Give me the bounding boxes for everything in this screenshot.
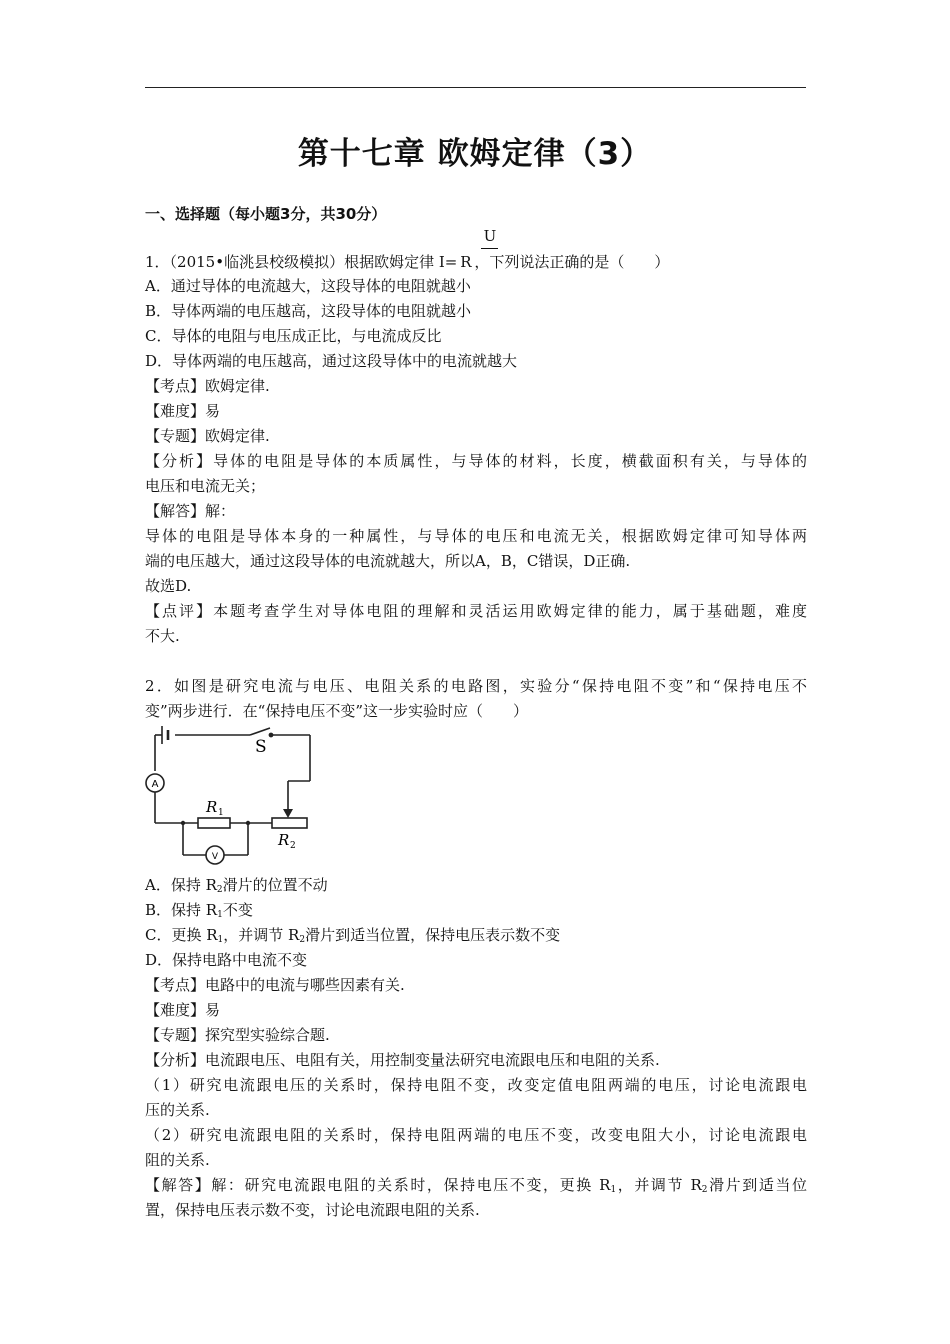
q1-zhuanti: 【专题】欧姆定律. [145,427,270,445]
r2-label-sub: 2 [290,841,296,851]
q2-zhuanti: 【专题】探究型实验综合题. [145,1026,330,1044]
q2-option-a-sub: 2 [216,885,223,895]
q1-option-b: B．导体两端的电压越高，这段导体的电阻就越小 [145,302,472,320]
question-2-stem-line1: 2．如图是研究电流与电压、电阻关系的电路图，实验分“保持电阻不变”和“保持电压不 [145,677,807,695]
q1-option-d: D．导体两端的电压越高，通过这段导体中的电流就越大 [145,352,518,370]
ammeter-label: A [151,779,159,790]
circuit-diagram [140,723,320,868]
question-2-stem-line2: 变”两步进行．在“保持电压不变”这一步实验时应（ ） [145,702,529,720]
page-title: 第十七章 欧姆定律（3） [297,136,653,172]
q2-option-c-pre: C．更换 R [145,926,218,944]
rheostat-r2 [272,818,307,828]
fraction-numerator: U [483,227,497,245]
r1-label-sub: 1 [218,808,224,818]
q2-jieda-mid: ，并调节 R [616,1176,702,1194]
q2-option-b-pre: B．保持 R [145,901,218,919]
section-heading: 一、选择题（每小题3分，共30分） [145,205,387,223]
q1-option-c: C．导体的电阻与电压成正比，与电流成反比 [145,327,442,345]
junction-dot [181,821,185,825]
q2-option-a-post: 滑片的位置不动 [222,876,328,894]
r2-label: R [278,831,290,849]
q2-option-c-mid: ，并调节 R [223,926,300,944]
q2-fenxi: 【分析】电流跟电压、电阻有关，用控制变量法研究电流跟电压和电阻的关系. [145,1051,660,1069]
q1-dianping-line2: 不大. [145,627,180,645]
q2-option-a-pre: A．保持 R [145,876,217,894]
q1-fenxi-line2: 电压和电流无关； [145,477,266,495]
q1-answer-line1: 导体的电阻是导体本身的一种属性，与导体的电压和电流无关，根据欧姆定律可知导体两 [145,527,807,545]
question-1-stem-pre: 1．（2015•临洮县校级模拟）根据欧姆定律 I= [145,253,458,271]
q1-option-a: A．通过导体的电流越大，这段导体的电阻就越小 [145,277,471,295]
q2-option-c-post: 滑片到适当位置，保持电压表示数不变 [305,926,561,944]
q2-point1-line1: （1）研究电流跟电压的关系时，保持电阻不变，改变定值电阻两端的电压，讨论电流跟电 [145,1076,807,1094]
q1-dianping-line1: 【点评】本题考查学生对导体电阻的理解和灵活运用欧姆定律的能力，属于基础题，难度 [145,602,807,620]
q1-kaodian: 【考点】欧姆定律. [145,377,270,395]
q2-nandu: 【难度】易 [145,1001,221,1019]
q1-jieda: 【解答】解： [145,502,236,520]
r1-label: R [206,798,218,816]
q2-point2-line1: （2）研究电流跟电阻的关系时，保持电阻两端的电压不变，改变电阻大小，讨论电流跟电 [145,1126,807,1144]
q2-jieda-sub: 1 [610,1185,617,1195]
q2-jieda-post: 滑片到适当位 [707,1176,807,1194]
q2-option-d: D．保持电路中电流不变 [145,951,308,969]
voltmeter-label: V [211,852,219,862]
q1-choose: 故选D. [145,577,192,595]
q1-fenxi-line1: 【分析】导体的电阻是导体的本质属性，与导体的材料，长度，横截面积有关，与导体的 [145,452,807,470]
q2-kaodian: 【考点】电路中的电流与哪些因素有关. [145,976,405,994]
q2-jieda-line2: 置，保持电压表示数不变，讨论电流跟电阻的关系. [145,1201,480,1219]
q2-jieda-pre: 【解答】解：研究电流跟电阻的关系时，保持电压不变，更换 R [145,1176,611,1194]
question-1-stem-post: ，下列说法正确的是（ ） [474,253,670,271]
question-1-stem [145,250,807,274]
q2-option-b-sub: 1 [217,910,223,920]
resistor-r1 [198,818,230,828]
junction-dot [246,821,250,825]
header-rule [145,87,806,88]
q1-nandu: 【难度】易 [145,402,221,420]
fraction-bar [481,248,498,249]
q2-jieda-sub2: 2 [701,1185,708,1195]
q2-option-c-sub2: 2 [299,935,306,945]
fraction-denominator: R [460,253,472,271]
q2-option-c-sub: 1 [217,935,224,945]
q2-point1-line2: 压的关系. [145,1101,210,1119]
q2-option-b-post: 不变 [222,901,253,919]
q2-point2-line2: 阻的关系. [145,1151,210,1169]
q1-answer-line2: 端的电压越大，通过这段导体的电流就越大，所以A，B，C错误，D正确. [145,552,631,570]
switch-label: S [255,737,267,757]
switch-blade [250,728,270,735]
slider-arrow [283,809,293,818]
